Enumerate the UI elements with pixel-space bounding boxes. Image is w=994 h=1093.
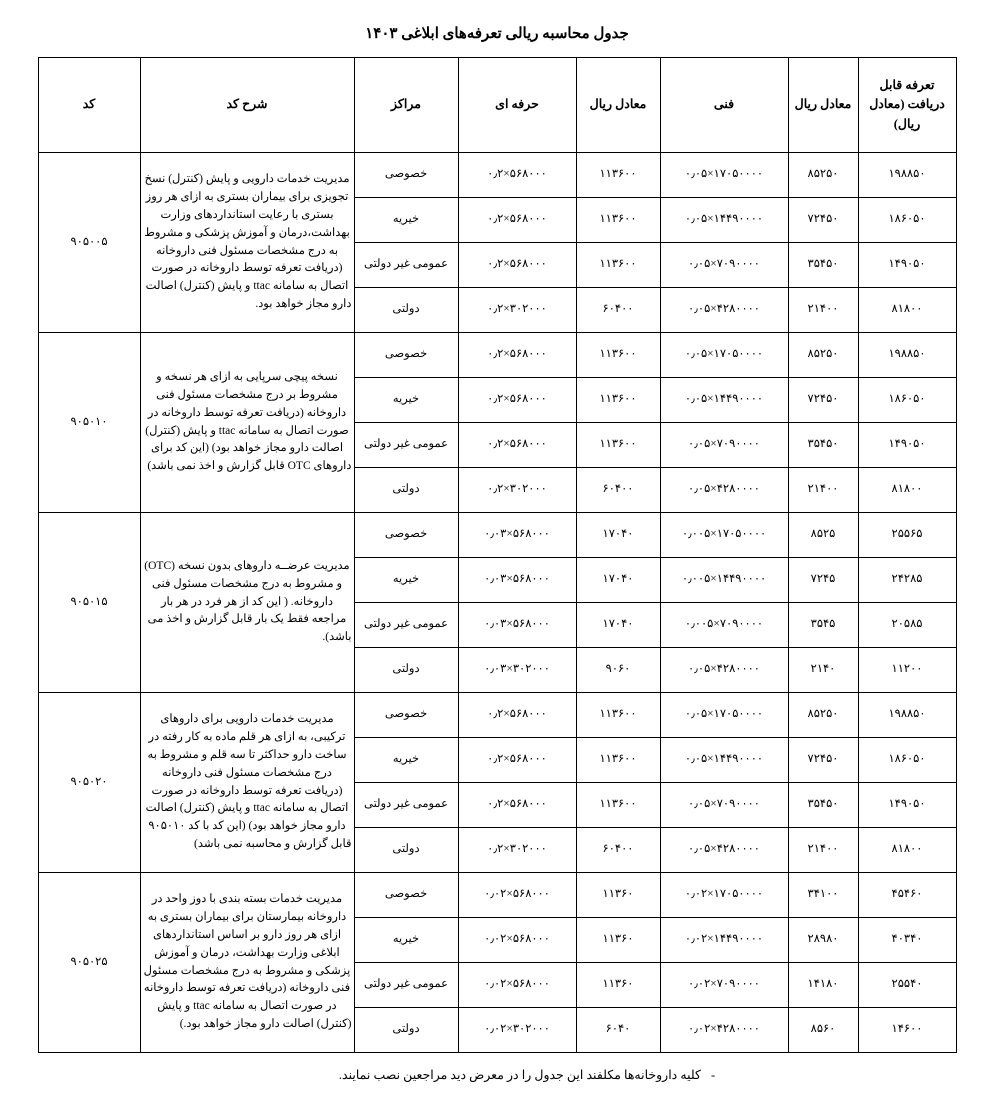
- cell-marakez: خیریه: [354, 918, 458, 963]
- cell-code: ۹۰۵۰۲۰: [38, 693, 140, 873]
- cell-moadel-rial-2: ۱۷۰۴۰: [576, 603, 660, 648]
- cell-moadel-rial-2: ۱۷۰۴۰: [576, 513, 660, 558]
- cell-code: ۹۰۵۰۲۵: [38, 873, 140, 1053]
- cell-fanni: ۴۲۸۰۰۰۰×۰٫۰۲: [660, 1008, 788, 1053]
- cell-marakez: عمومی غیر دولتی: [354, 603, 458, 648]
- cell-moadel-rial-2: ۱۱۳۶۰۰: [576, 738, 660, 783]
- cell-herfei: ۵۶۸۰۰۰×۰٫۲: [458, 738, 576, 783]
- cell-description: مدیریت خدمات دارویی برای داروهای ترکیبی، به ازای هر قلم ماده به کار رفته در ساخت دارو حداکثر تا سه قلم و مشروط به درج مشخصات مسئول فنی داروخانه (دریافت تعرفه توسط داروخانه در صورت اتصال به سامانه ttac و پایش (کنترل) اصالت دارو مجاز خواهد بود) (این کد با کد ۹۰۵۰۱۰ قابل گزارش و محاسبه نمی باشد): [140, 693, 354, 873]
- cell-fanni: ۷۰۹۰۰۰۰×۰٫۰۲: [660, 963, 788, 1008]
- cell-moadel-rial: ۷۲۴۵۰: [788, 738, 858, 783]
- cell-moadel-rial: ۸۵۲۵۰: [788, 153, 858, 198]
- cell-marakez: عمومی غیر دولتی: [354, 963, 458, 1008]
- cell-herfei: ۵۶۸۰۰۰×۰٫۰۳: [458, 603, 576, 648]
- cell-herfei: ۳۰۲۰۰۰×۰٫۲: [458, 468, 576, 513]
- cell-fanni: ۱۴۴۹۰۰۰۰×۰٫۰۵: [660, 378, 788, 423]
- table-head: [38, 58, 956, 153]
- cell-moadel-rial-2: ۶۰۴۰۰: [576, 828, 660, 873]
- column-header-sharh-code: شرح کد: [140, 58, 354, 153]
- cell-marakez: خصوصی: [354, 513, 458, 558]
- cell-fanni: ۴۲۸۰۰۰۰×۰٫۰۵: [660, 288, 788, 333]
- column-header-marakez: مراکز: [354, 58, 458, 153]
- cell-moadel-rial-2: ۱۱۳۶۰۰: [576, 693, 660, 738]
- cell-moadel-rial: ۳۵۴۵۰: [788, 783, 858, 828]
- table-row: [38, 333, 956, 378]
- cell-herfei: ۵۶۸۰۰۰×۰٫۰۲: [458, 963, 576, 1008]
- table-row: [38, 873, 956, 918]
- cell-fanni: ۷۰۹۰۰۰۰×۰٫۰۵: [660, 423, 788, 468]
- cell-moadel-rial: ۸۵۶۰: [788, 1008, 858, 1053]
- cell-herfei: ۳۰۲۰۰۰×۰٫۰۲: [458, 1008, 576, 1053]
- cell-fanni: ۱۷۰۵۰۰۰۰×۰٫۰۵: [660, 153, 788, 198]
- column-header-herfei: حرفه ای: [458, 58, 576, 153]
- cell-herfei: ۵۶۸۰۰۰×۰٫۲: [458, 243, 576, 288]
- cell-marakez: خصوصی: [354, 873, 458, 918]
- cell-moadel-rial: ۲۱۴۰۰: [788, 828, 858, 873]
- cell-herfei: ۵۶۸۰۰۰×۰٫۲: [458, 198, 576, 243]
- cell-code: ۹۰۵۰۰۵: [38, 153, 140, 333]
- cell-herfei: ۵۶۸۰۰۰×۰٫۲: [458, 153, 576, 198]
- cell-fanni: ۷۰۹۰۰۰۰×۰٫۰۰۵: [660, 603, 788, 648]
- cell-fanni: ۴۲۸۰۰۰۰×۰٫۰۵: [660, 828, 788, 873]
- cell-marakez: عمومی غیر دولتی: [354, 423, 458, 468]
- cell-fanni: ۴۲۸۰۰۰۰×۰٫۰۵: [660, 468, 788, 513]
- cell-tarrif: ۴۵۴۶۰: [858, 873, 956, 918]
- cell-moadel-rial-2: ۱۱۳۶۰۰: [576, 423, 660, 468]
- column-header-tarrif: تعرفه قابل دریافت (معادل ریال): [858, 58, 956, 153]
- cell-tarrif: ۱۴۶۰۰: [858, 1008, 956, 1053]
- cell-moadel-rial-2: ۱۱۳۶۰: [576, 963, 660, 1008]
- cell-marakez: خیریه: [354, 378, 458, 423]
- cell-tarrif: ۸۱۸۰۰: [858, 828, 956, 873]
- cell-moadel-rial-2: ۱۱۳۶۰: [576, 918, 660, 963]
- cell-moadel-rial-2: ۱۱۳۶۰۰: [576, 243, 660, 288]
- cell-tarrif: ۲۵۵۶۵: [858, 513, 956, 558]
- cell-marakez: دولتی: [354, 828, 458, 873]
- cell-tarrif: ۸۱۸۰۰: [858, 288, 956, 333]
- cell-moadel-rial: ۲۸۹۸۰: [788, 918, 858, 963]
- footnote-text: کلیه داروخانه‌ها مکلفند این جدول را در معرض دید مراجعین نصب نمایند.: [338, 1068, 701, 1082]
- table-row: [38, 153, 956, 198]
- cell-moadel-rial: ۸۵۲۵۰: [788, 693, 858, 738]
- cell-herfei: ۳۰۲۰۰۰×۰٫۲: [458, 288, 576, 333]
- cell-moadel-rial-2: ۱۱۳۶۰: [576, 873, 660, 918]
- cell-herfei: ۵۶۸۰۰۰×۰٫۲: [458, 378, 576, 423]
- cell-marakez: دولتی: [354, 288, 458, 333]
- cell-moadel-rial: ۷۲۴۵۰: [788, 198, 858, 243]
- cell-moadel-rial-2: ۱۱۳۶۰۰: [576, 783, 660, 828]
- cell-moadel-rial-2: ۶۰۴۰: [576, 1008, 660, 1053]
- cell-moadel-rial: ۳۵۴۵۰: [788, 423, 858, 468]
- cell-tarrif: ۸۱۸۰۰: [858, 468, 956, 513]
- cell-tarrif: ۲۵۵۴۰: [858, 963, 956, 1008]
- cell-tarrif: ۱۹۸۸۵۰: [858, 693, 956, 738]
- cell-moadel-rial: ۳۵۴۵: [788, 603, 858, 648]
- cell-tarrif: ۱۴۹۰۵۰: [858, 243, 956, 288]
- cell-moadel-rial: ۷۲۴۵۰: [788, 378, 858, 423]
- cell-herfei: ۵۶۸۰۰۰×۰٫۰۳: [458, 558, 576, 603]
- cell-herfei: ۳۰۲۰۰۰×۰٫۰۳: [458, 648, 576, 693]
- cell-description: مدیریت خدمات بسته بندی با دوز واحد در داروخانه بیمارستان برای بیماران بستری به ازای هر روز دارو بر اساس استانداردهای ابلاغی وزارت بهداشت، درمان و آموزش پزشکی و مشروط به درج مشخصات مسئول فنی داروخانه (دریافت تعرفه توسط داروخانه در صورت اتصال به سامانه ttac و پایش (کنترل) اصالت دارو مجاز خواهد بود.): [140, 873, 354, 1053]
- cell-fanni: ۱۷۰۵۰۰۰۰×۰٫۰۲: [660, 873, 788, 918]
- cell-moadel-rial-2: ۹۰۶۰: [576, 648, 660, 693]
- cell-moadel-rial-2: ۶۰۴۰۰: [576, 468, 660, 513]
- cell-moadel-rial: ۷۲۴۵: [788, 558, 858, 603]
- cell-moadel-rial-2: ۶۰۴۰۰: [576, 288, 660, 333]
- cell-fanni: ۱۷۰۵۰۰۰۰×۰٫۰۵: [660, 693, 788, 738]
- cell-tarrif: ۱۸۶۰۵۰: [858, 738, 956, 783]
- cell-herfei: ۵۶۸۰۰۰×۰٫۲: [458, 783, 576, 828]
- cell-moadel-rial: ۸۵۲۵۰: [788, 333, 858, 378]
- cell-moadel-rial-2: ۱۱۳۶۰۰: [576, 333, 660, 378]
- footnote: [38, 1067, 956, 1083]
- cell-description: مدیریت عرضــه داروهای بدون نسخه (OTC) و مشروط به درج مشخصات مسئول فنی داروخانه. ( این کد از هر فرد در هر بار مراجعه فقط یک بار قابل گزارش و اخذ می باشد).: [140, 513, 354, 693]
- cell-moadel-rial: ۳۴۱۰۰: [788, 873, 858, 918]
- cell-moadel-rial-2: ۱۱۳۶۰۰: [576, 378, 660, 423]
- cell-description: نسخه پیچی سرپایی به ازای هر نسخه و مشروط بر درج مشخصات مسئول فنی داروخانه (دریافت تعرفه توسط داروخانه در صورت اتصال به سامانه ttac و پایش (کنترل) اصالت دارو مجاز خواهد بود) (این کد برای داروهای OTC قابل گزارش و اخذ نمی باشد): [140, 333, 354, 513]
- cell-fanni: ۱۷۰۵۰۰۰۰×۰٫۰۵: [660, 333, 788, 378]
- cell-herfei: ۵۶۸۰۰۰×۰٫۲: [458, 693, 576, 738]
- cell-tarrif: ۲۴۲۸۵: [858, 558, 956, 603]
- cell-fanni: ۱۷۰۵۰۰۰۰×۰٫۰۰۵: [660, 513, 788, 558]
- cell-marakez: دولتی: [354, 648, 458, 693]
- cell-code: ۹۰۵۰۱۰: [38, 333, 140, 513]
- cell-fanni: ۷۰۹۰۰۰۰×۰٫۰۵: [660, 783, 788, 828]
- cell-marakez: خیریه: [354, 198, 458, 243]
- cell-tarrif: ۱۹۸۸۵۰: [858, 333, 956, 378]
- cell-marakez: عمومی غیر دولتی: [354, 243, 458, 288]
- cell-moadel-rial: ۲۱۴۰: [788, 648, 858, 693]
- cell-moadel-rial: ۲۱۴۰۰: [788, 288, 858, 333]
- cell-moadel-rial-2: ۱۷۰۴۰: [576, 558, 660, 603]
- cell-code: ۹۰۵۰۱۵: [38, 513, 140, 693]
- table-row: [38, 693, 956, 738]
- cell-moadel-rial: ۳۵۴۵۰: [788, 243, 858, 288]
- cell-herfei: ۵۶۸۰۰۰×۰٫۰۲: [458, 918, 576, 963]
- cell-fanni: ۱۴۴۹۰۰۰۰×۰٫۰۰۵: [660, 558, 788, 603]
- cell-tarrif: ۴۰۳۴۰: [858, 918, 956, 963]
- cell-tarrif: ۱۴۹۰۵۰: [858, 423, 956, 468]
- cell-herfei: ۵۶۸۰۰۰×۰٫۰۲: [458, 873, 576, 918]
- cell-fanni: ۷۰۹۰۰۰۰×۰٫۰۵: [660, 243, 788, 288]
- cell-moadel-rial-2: ۱۱۳۶۰۰: [576, 198, 660, 243]
- cell-marakez: خیریه: [354, 738, 458, 783]
- table-row: [38, 513, 956, 558]
- cell-marakez: عمومی غیر دولتی: [354, 783, 458, 828]
- cell-fanni: ۴۲۸۰۰۰۰×۰٫۰۵: [660, 648, 788, 693]
- cell-herfei: ۵۶۸۰۰۰×۰٫۰۳: [458, 513, 576, 558]
- table-body: [38, 153, 956, 1053]
- cell-herfei: ۳۰۲۰۰۰×۰٫۲: [458, 828, 576, 873]
- cell-tarrif: ۱۸۶۰۵۰: [858, 378, 956, 423]
- cell-description: مدیریت خدمات دارویی و پایش (کنترل) نسخ تجویزی برای بیماران بستری به ازای هر روز بستری با رعایت استانداردهای وزارت بهداشت،درمان و آموزش پزشکی و مشروط به درج مشخصات مسئول فنی داروخانه (دریافت تعرفه توسط داروخانه در صورت اتصال به سامانه ttac و پایش (کنترل) اصالت دارو مجاز خواهد بود.: [140, 153, 354, 333]
- cell-tarrif: ۲۰۵۸۵: [858, 603, 956, 648]
- cell-marakez: خصوصی: [354, 153, 458, 198]
- tariff-table: [38, 57, 957, 1053]
- cell-fanni: ۱۴۴۹۰۰۰۰×۰٫۰۵: [660, 198, 788, 243]
- page-title: جدول محاسبه ریالی تعرفه‌های ابلاغی ۱۴۰۳: [365, 26, 629, 42]
- cell-marakez: خصوصی: [354, 333, 458, 378]
- cell-moadel-rial: ۸۵۲۵: [788, 513, 858, 558]
- footnote-dash: -: [710, 1068, 716, 1082]
- table-header-row: [38, 58, 956, 153]
- cell-marakez: خیریه: [354, 558, 458, 603]
- cell-tarrif: ۱۹۸۸۵۰: [858, 153, 956, 198]
- cell-fanni: ۱۴۴۹۰۰۰۰×۰٫۰۵: [660, 738, 788, 783]
- column-header-fanni: فنی: [660, 58, 788, 153]
- cell-tarrif: ۱۸۶۰۵۰: [858, 198, 956, 243]
- cell-marakez: خصوصی: [354, 693, 458, 738]
- cell-moadel-rial: ۱۴۱۸۰: [788, 963, 858, 1008]
- column-header-moadel-rial: معادل ریال: [788, 58, 858, 153]
- cell-marakez: دولتی: [354, 1008, 458, 1053]
- cell-herfei: ۵۶۸۰۰۰×۰٫۲: [458, 333, 576, 378]
- cell-herfei: ۵۶۸۰۰۰×۰٫۲: [458, 423, 576, 468]
- cell-moadel-rial: ۲۱۴۰۰: [788, 468, 858, 513]
- cell-marakez: دولتی: [354, 468, 458, 513]
- column-header-moadel-rial-2: معادل ریال: [576, 58, 660, 153]
- cell-fanni: ۱۴۴۹۰۰۰۰×۰٫۰۲: [660, 918, 788, 963]
- cell-tarrif: ۱۴۹۰۵۰: [858, 783, 956, 828]
- cell-moadel-rial-2: ۱۱۳۶۰۰: [576, 153, 660, 198]
- column-header-code: کد: [38, 58, 140, 153]
- cell-tarrif: ۱۱۲۰۰: [858, 648, 956, 693]
